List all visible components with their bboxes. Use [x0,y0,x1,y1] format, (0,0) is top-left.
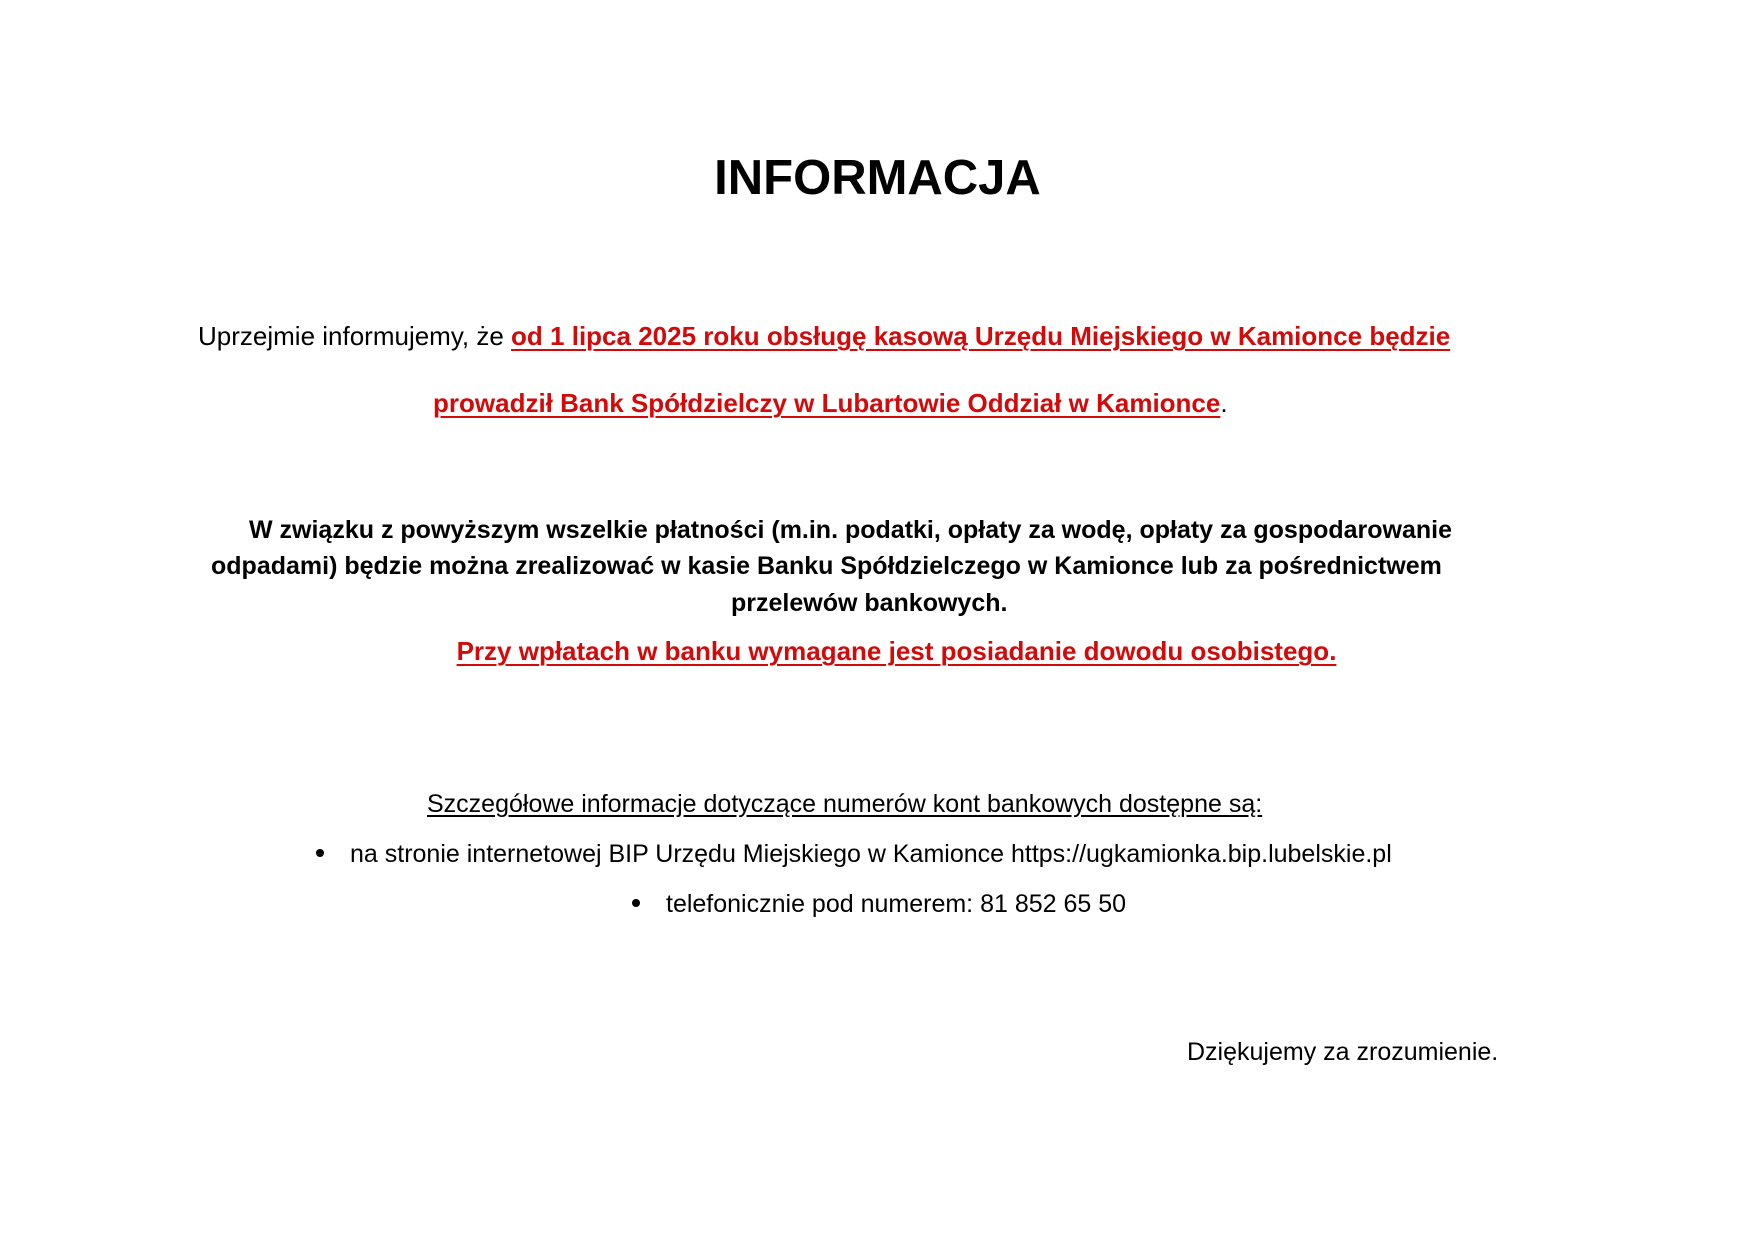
intro-highlight-1: od 1 lipca 2025 roku obsługę kasową Urzędu Miejskiego w Kamionce będzie [511,321,1451,351]
intro-prefix: Uprzejmie informujemy, że [198,321,512,351]
details-item-text: na stronie internetowej BIP Urzędu Miejskiego w Kamionce https://ugkamionka.bip.lubelskie.pl [350,840,1392,868]
bullet-icon [632,899,640,907]
closing-text: Dziękujemy za zrozumienie. [1187,1038,1499,1066]
intro-line-1 [198,321,1450,351]
details-item-text: telefonicznie pod numerem: 81 852 65 50 [666,890,1127,918]
id-notice-wrap [0,636,1755,666]
details-item-phone [632,889,1126,919]
intro-line-2 [433,388,1228,418]
details-heading: Szczegółowe informacje dotyczące numerów kont bankowych dostępne są: [427,790,1263,818]
payments-line-3: przelewów bankowych. [731,589,1008,617]
payments-line-1: W związku z powyższym wszelkie płatności (m.in. podatki, opłaty za wodę, opłaty za gospodarowanie [249,516,1453,544]
bullet-icon [316,849,324,857]
id-notice: Przy wpłatach w banku wymagane jest posiadanie dowodu osobistego. [456,636,1337,666]
intro-highlight-2: prowadził Bank Spółdzielczy w Lubartowie Oddział w Kamionce [433,388,1221,418]
payments-line-2: odpadami) będzie można zrealizować w kasie Banku Spółdzielczego w Kamionce lub za pośrednictwem [211,552,1442,580]
details-item-website [316,839,1392,869]
intro-suffix: . [1220,388,1228,418]
page-title: INFORMACJA [714,151,1041,205]
